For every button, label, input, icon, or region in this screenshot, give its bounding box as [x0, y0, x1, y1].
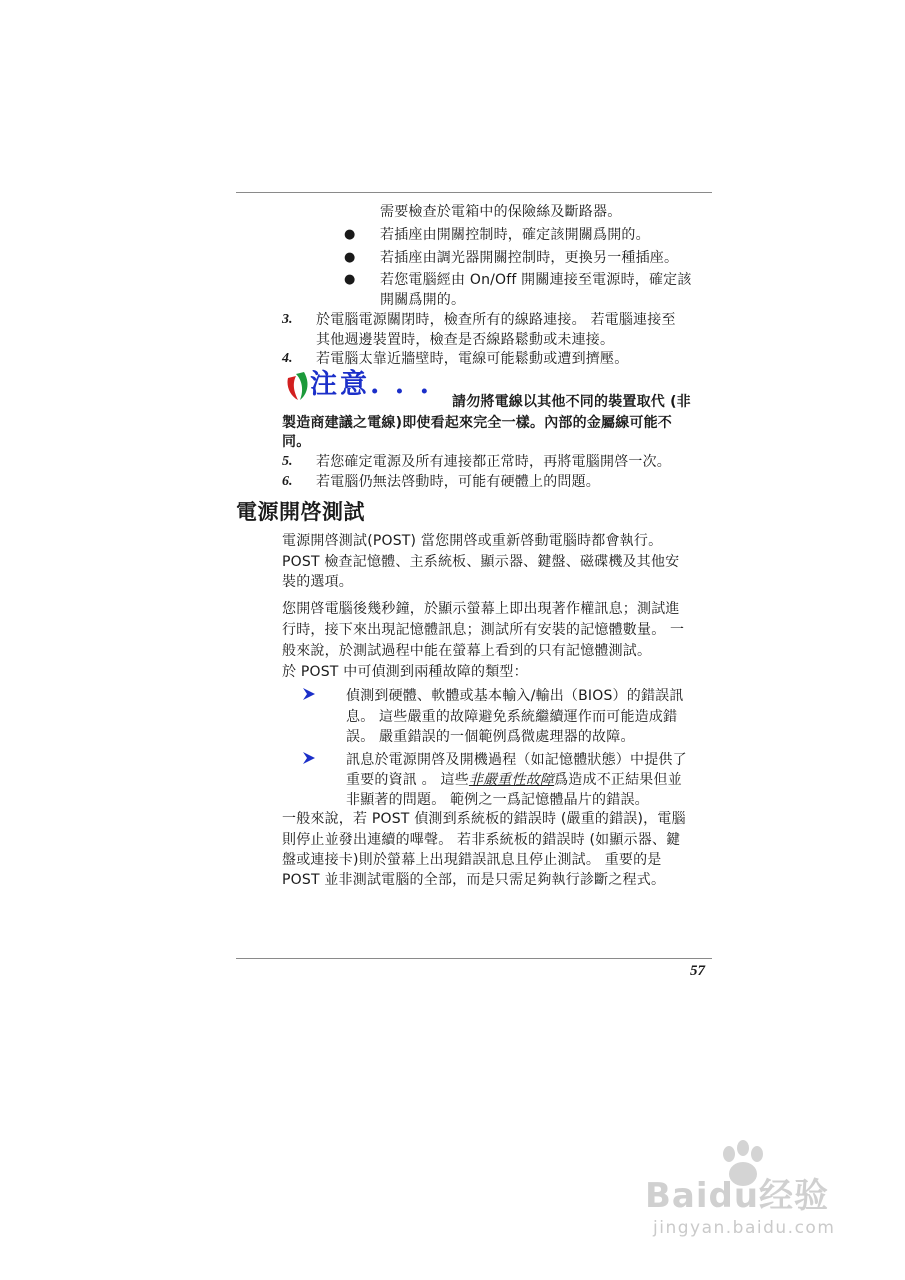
note-text: 同。 [282, 434, 311, 450]
arrow-item-text: 偵測到硬體、軟體或基本輸入/輸出（BIOS）的錯誤訊 [346, 688, 684, 704]
list-continuation: 需要檢查於電箱中的保險絲及斷路器。 [380, 204, 622, 220]
arrow-item-text: 誤。 嚴重錯誤的一個範例爲微處理器的故障。 [346, 729, 635, 745]
step-number: 6. [282, 474, 293, 489]
watermark-brand: Baidu经验 [645, 1176, 830, 1216]
bullet-item-continuation: 開關爲開的。 [380, 292, 466, 308]
paragraph-line: 電源開啓測試(POST) 當您開啓或重新啓動電腦時都會執行。 [282, 533, 663, 549]
arrow-item-text-pre: 重要的資訊 。 這些 [346, 772, 469, 788]
paragraph-line: 盤或連接卡)則於螢幕上出現錯誤訊息且停止測試。 重要的是 [282, 852, 662, 868]
paragraph-line: 般來說，於測試過程中能在螢幕上看到的只有記憶體測試。 [282, 643, 652, 659]
bottom-rule [236, 958, 712, 959]
bullet-item: 若您電腦經由 On/Off 開關連接至電源時，確定該 [380, 272, 692, 288]
arrow-item-text-post: 爲造成不正結果但並 [554, 772, 682, 788]
emphasis-text: 非嚴重性故障 [468, 772, 555, 788]
step-number: 5. [282, 454, 293, 469]
step-text: 其他週邊裝置時，檢查是否線路鬆動或未連接。 [316, 332, 615, 348]
arrow-item-text: 訊息於電源開啓及開機過程（如記憶體狀態）中提供了 [346, 752, 687, 768]
note-title: 注意. . . [310, 369, 432, 400]
note-text: 請勿將電線以其他不同的裝置取代 (非 [452, 394, 691, 410]
arrow-item-text: 息。 這些嚴重的故障避免系統繼續運作而可能造成錯 [346, 709, 678, 725]
step-number: 3. [282, 312, 293, 327]
section-heading: 電源開啓測試 [236, 500, 365, 524]
arrow-item-text: 非顯著的問題。 範例之一爲記憶體晶片的錯誤。 [346, 792, 649, 808]
watermark [645, 1140, 865, 1260]
step-text: 若您確定電源及所有連接都正常時，再將電腦開啓一次。 [316, 454, 671, 470]
arrow-item-text [346, 769, 682, 791]
paragraph-line: POST 檢查記憶體、主系統板、顯示器、鍵盤、磁碟機及其他安 [282, 554, 680, 570]
arrow-bullet-icon [302, 687, 316, 701]
bullet-dot: ● [344, 272, 356, 287]
paragraph-line: 行時，接下來出現記憶體訊息；測試所有安裝的記憶體數量。 一 [282, 622, 685, 638]
paragraph-line: 一般來說，若 POST 偵測到系統板的錯誤時 (嚴重的錯誤)，電腦 [282, 811, 686, 827]
step-number: 4. [282, 351, 293, 366]
bullet-item: 若插座由調光器開關控制時，更換另一種插座。 [380, 250, 679, 266]
watermark-url: jingyan.baidu.com [653, 1218, 836, 1238]
step-text: 若電腦仍無法啓動時，可能有硬體上的問題。 [316, 474, 600, 490]
paragraph-line: 您開啓電腦後幾秒鐘，於顯示螢幕上即出現著作權訊息；測試進 [282, 601, 680, 617]
paragraph-line: POST 並非測試電腦的全部，而是只需足夠執行診斷之程式。 [282, 872, 666, 888]
step-text: 於電腦電源關閉時，檢查所有的線路連接。 若電腦連接至 [316, 312, 676, 328]
step-text: 若電腦太靠近牆壁時，電線可能鬆動或遭到擠壓。 [316, 351, 629, 367]
paragraph-line: 則停止並發出連續的嗶聲。 若非系統板的錯誤時 (如顯示器、鍵 [282, 832, 681, 848]
bullet-item: 若插座由開關控制時，確定該開關爲開的。 [380, 227, 650, 243]
page-number: 57 [690, 963, 705, 979]
paragraph-line: 於 POST 中可偵測到兩種故障的類型： [282, 664, 528, 680]
bullet-dot: ● [344, 250, 356, 265]
arrow-bullet-icon [302, 751, 316, 765]
top-rule [236, 192, 712, 193]
note-text: 製造商建議之電線)即使看起來完全一樣。內部的金屬線可能不 [282, 415, 672, 431]
paragraph-line: 裝的選項。 [282, 574, 353, 590]
bullet-dot: ● [344, 227, 356, 242]
